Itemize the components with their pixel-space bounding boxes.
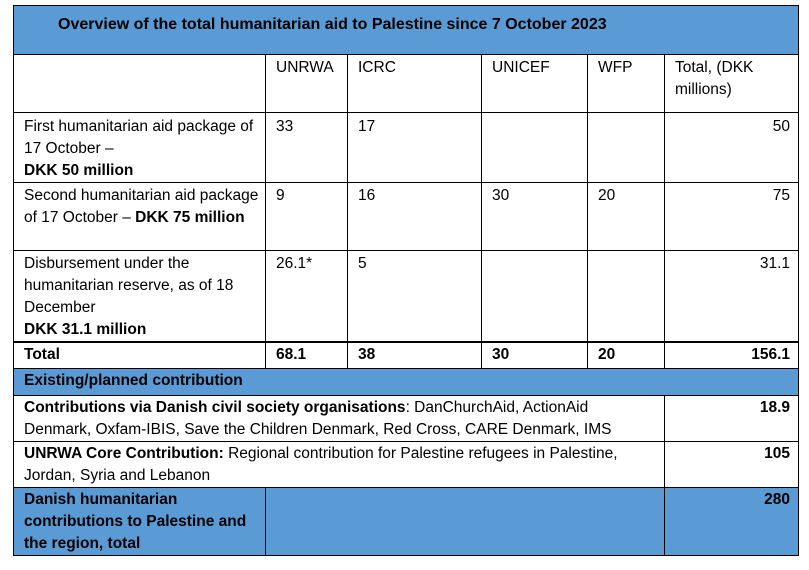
table-row (14, 251, 799, 343)
header-total-line2: millions) (675, 81, 732, 98)
aid-overview-table (13, 5, 799, 556)
cell-total: 50 (665, 113, 799, 183)
total-value: 156.1 (665, 342, 799, 369)
header-unrwa: UNRWA (266, 55, 348, 113)
cell-icrc: 17 (348, 113, 482, 183)
cell-wfp (588, 113, 665, 183)
row-label (14, 113, 266, 183)
contribution-label (14, 396, 665, 442)
row-label (14, 183, 266, 251)
cell-total: 75 (665, 183, 799, 251)
header-total-line1: Total, (DKK (675, 59, 754, 76)
grand-total-row (14, 488, 799, 556)
grand-total-label: Danish humanitarian contributions to Palestine and the region, total (14, 488, 266, 556)
header-row (14, 55, 799, 113)
contribution-label-bold: UNRWA Core Contribution: (24, 445, 224, 462)
total-label: Total (14, 342, 266, 369)
total-wfp: 20 (588, 342, 665, 369)
contribution-label-text: Regional contribution for Palestine refugees in Palestine, Jordan, Syria and Lebanon (24, 445, 618, 484)
table-title-row (14, 6, 799, 55)
header-wfp: WFP (588, 55, 665, 113)
cell-wfp: 20 (588, 183, 665, 251)
total-unrwa: 68.1 (266, 342, 348, 369)
grand-total-spacer (266, 488, 665, 556)
total-row (14, 342, 799, 369)
row-label-text: Second humanitarian aid package of 17 October – (24, 187, 259, 226)
row-label-amount: DKK 75 million (135, 209, 245, 226)
total-icrc: 38 (348, 342, 482, 369)
section-title: Existing/planned contribution (14, 369, 799, 396)
contribution-label-text: : DanChurchAid, ActionAid Denmark, Oxfam-IBIS, Save the Children Denmark, Red Cross, CARE Denmark, IMS (24, 399, 612, 438)
section-header-row (14, 369, 799, 396)
header-empty-cell (14, 55, 266, 113)
cell-unrwa: 33 (266, 113, 348, 183)
row-label-text: First humanitarian aid package of 17 October – (24, 118, 254, 157)
cell-unicef (482, 113, 588, 183)
cell-icrc: 16 (348, 183, 482, 251)
table-row (14, 183, 799, 251)
row-label-amount: DKK 31.1 million (24, 321, 147, 338)
cell-wfp (588, 251, 665, 343)
contribution-value: 105 (665, 442, 799, 488)
contribution-label (14, 442, 665, 488)
header-unicef: UNICEF (482, 55, 588, 113)
row-label (14, 251, 266, 343)
cell-unrwa: 26.1* (266, 251, 348, 343)
cell-icrc: 5 (348, 251, 482, 343)
header-total (665, 55, 799, 113)
table-title: Overview of the total humanitarian aid to Palestine since 7 October 2023 (14, 6, 799, 55)
cell-unrwa: 9 (266, 183, 348, 251)
row-label-text: Disbursement under the humanitarian reserve, as of 18 December (24, 255, 234, 316)
cell-unicef: 30 (482, 183, 588, 251)
row-label-amount: DKK 50 million (24, 162, 134, 179)
contribution-row (14, 442, 799, 488)
header-icrc: ICRC (348, 55, 482, 113)
contribution-label-bold: Contributions via Danish civil society organisations (24, 399, 406, 416)
table-row (14, 113, 799, 183)
cell-total: 31.1 (665, 251, 799, 343)
cell-unicef (482, 251, 588, 343)
contribution-value: 18.9 (665, 396, 799, 442)
grand-total-value: 280 (665, 488, 799, 556)
contribution-row (14, 396, 799, 442)
total-unicef: 30 (482, 342, 588, 369)
